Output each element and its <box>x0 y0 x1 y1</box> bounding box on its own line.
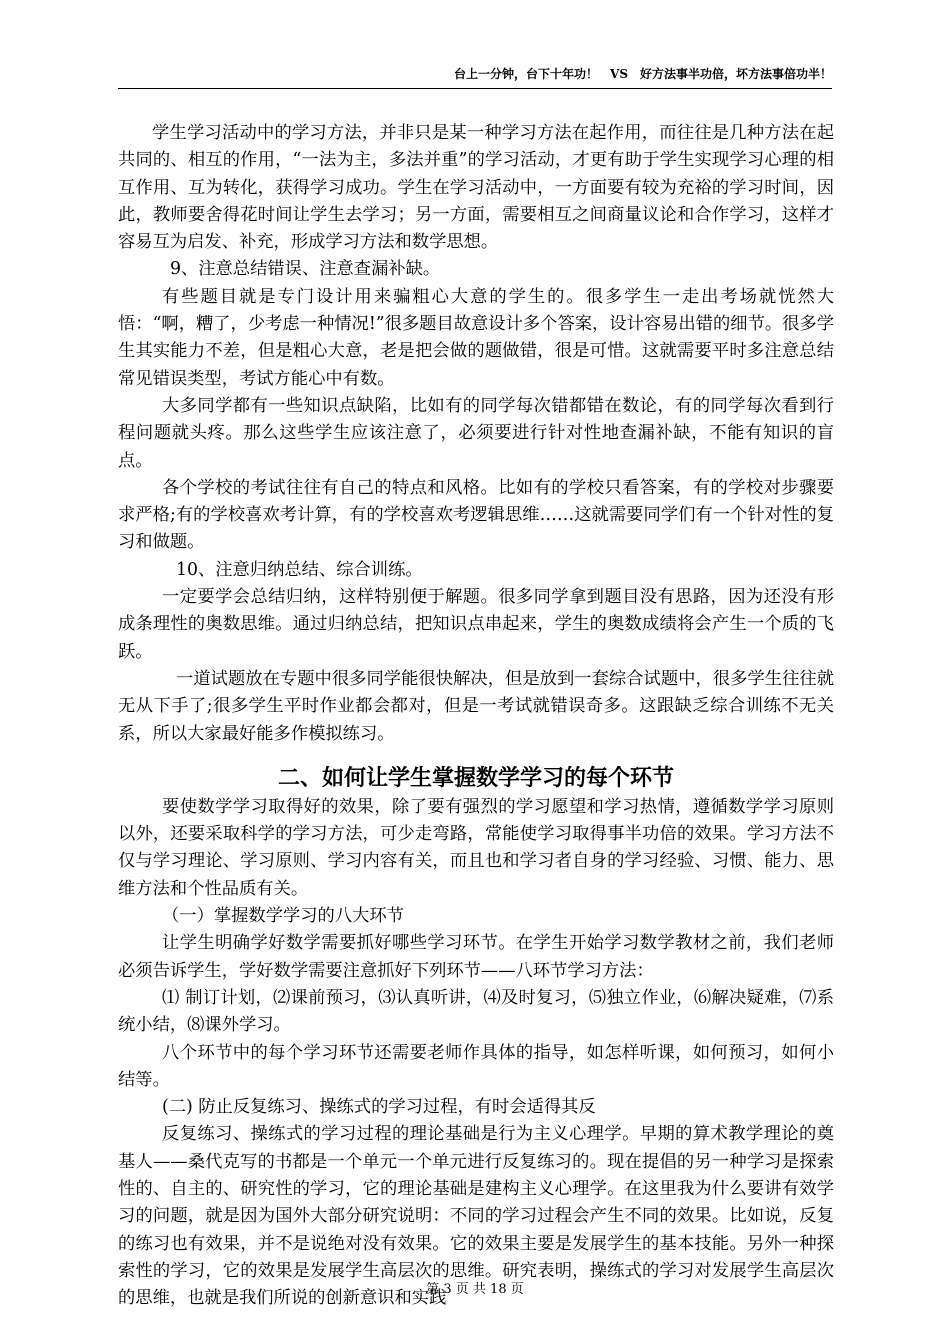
paragraph: 学生学习活动中的学习方法，并非只是某一种学习方法在起作用，而往往是几种方法在起共同的、相互的作用，“一法为主，多法并重”的学习活动，才更有助于学生实现学习心理的相互作用、互为转化，获得学习成功。学生在学习活动中，一方面要有较为充裕的学习时间，因此，教师要舍得花时间让学生去学习；另一方面，需要相互之间商量议论和合作学习，这样才容易互为启发、补充，形成学习方法和数学思想。 <box>118 123 834 253</box>
header-slogan: 台上一分钟，台下十年功！ VS 好方法事半功倍，坏方法事倍功半！ <box>454 67 832 81</box>
subsection-title-1: （一）掌握数学学习的八大环节 <box>162 906 404 927</box>
list-heading-10: 10、注意归纳总结、综合训练。 <box>176 559 423 580</box>
paragraph: 有些题目就是专门设计用来骗粗心大意的学生的。很多学生一走出考场就恍然大悟：“啊，糟了，少考虑一种情况!”很多题目故意设计多个答案，设计容易出错的细节。很多学生其实能力不差，但是粗心大意，老是把会做的题做错，很是可惜。这就需要平时多注意总结常见错误类型，考试方能心中有数。 <box>118 286 834 389</box>
paragraph: 各个学校的考试往往有自己的特点和风格。比如有的学校只看答案，有的学校对步骤要求严格;有的学校喜欢考计算，有的学校喜欢考逻辑思维……这就需要同学们有一个针对性的复习和做题。 <box>118 477 834 553</box>
paragraph: ⑴ 制订计划，⑵课前预习，⑶认真听讲，⑷及时复习，⑸独立作业，⑹解决疑难，⑺系统小结，⑻课外学习。 <box>118 987 834 1036</box>
page-footer <box>0 1278 950 1297</box>
document-body <box>118 120 834 1312</box>
paragraph: 一定要学会总结归纳，这样特别便于解题。很多同学拿到题目没有思路，因为还没有形成条理性的奥数思维。通过归纳总结，把知识点串起来，学生的奥数成绩将会产生一个质的飞跃。 <box>118 587 834 662</box>
list-heading-9: 9、注意总结错误、注意查漏补缺。 <box>170 259 441 280</box>
paragraph: 反复练习、操练式的学习过程的理论基础是行为主义心理学。早期的算术教学理论的奠基人——桑代克写的书都是一个单元一个单元进行反复练习的。现在提倡的另一种学习是探索性的、自主的、研究性的学习，它的理论基础是建构主义心理学。在这里我为什么要讲有效学习的问题，就是因为国外大部分研究说明：不同的学习过程会产生不同的效果。比如说，反复的练习也有效果，并不是说绝对没有效果。它的效果主要是发展学生的基本技能。另外一种探索性的学习，它的效果是发展学生高层次的思维。研究表明，操练式的学习对发展学生高层次的思维，也就是我们所说的创新意识和实践 <box>118 1124 834 1309</box>
section-title: 二、如何让学生掌握数学学习的每个环节 <box>277 764 674 791</box>
page-number: 第 3 页 共 18 页 <box>426 1282 524 1297</box>
paragraph: 要使数学学习取得好的效果，除了要有强烈的学习愿望和学习热情，遵循数学学习原则以外，还要采取科学的学习方法，可少走弯路，常能使学习取得事半功倍的效果。学习方法不仅与学习理论、学习原则、学习内容有关，而且也和学习者自身的学习经验、习惯、能力、思维方法和个性品质有关。 <box>118 796 834 899</box>
page-header <box>118 66 832 89</box>
paragraph: 一道试题放在专题中很多同学能很快解决，但是放到一套综合试题中，很多学生往往就无从下手了;很多学生平时作业都会都对，但是一考试就错误奇多。这跟缺乏综合训练不无关系，所以大家最好能多作模拟练习。 <box>118 668 834 744</box>
paragraph: 八个环节中的每个学习环节还需要老师作具体的指导，如怎样听课，如何预习，如何小结等。 <box>118 1042 834 1090</box>
paragraph: 让学生明确学好数学需要抓好哪些学习环节。在学生开始学习数学教材之前，我们老师必须告诉学生，学好数学需要注意抓好下列环节——八环节学习方法： <box>118 933 834 981</box>
paragraph: 大多同学都有一些知识点缺陷，比如有的同学每次错都错在数论，有的同学每次看到行程问题就头疼。那么这些学生应该注意了，必须要进行针对性地查漏补缺，不能有知识的盲点。 <box>118 395 834 471</box>
subsection-title-2: (二) 防止反复练习、操练式的学习过程，有时会适得其反 <box>162 1097 596 1118</box>
